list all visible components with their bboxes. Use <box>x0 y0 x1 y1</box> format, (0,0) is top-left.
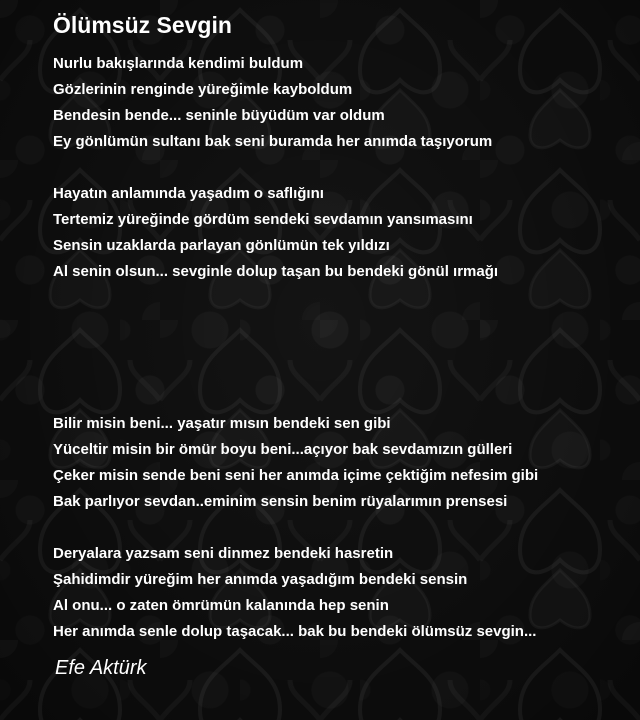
poem-line: Yüceltir misin bir ömür boyu beni...açıyor bak sevdamızın gülleri <box>53 441 513 458</box>
poem-title: Ölümsüz Sevgin <box>53 12 232 38</box>
stanza-2 <box>53 181 498 285</box>
poem-line: Nurlu bakışlarında kendimi buldum <box>53 55 304 72</box>
poem-line: Bilir misin beni... yaşatır mısın bendeki sen gibi <box>53 415 391 432</box>
poem-line: Al onu... o zaten ömrümün kalanında hep senin <box>53 597 389 614</box>
poem-line: Hayatın anlamında yaşadım o saflığını <box>53 185 324 202</box>
stanza-3 <box>53 411 538 515</box>
poem-line: Her anımda senle dolup taşacak... bak bu bendeki ölümsüz sevgin... <box>53 623 537 640</box>
poem-line: Çeker misin sende beni seni her anımda içime çektiğim nefesim gibi <box>53 467 539 484</box>
poem-line: Bendesin bende... seninle büyüdüm var oldum <box>53 107 385 124</box>
poem-line: Tertemiz yüreğinde gördüm sendeki sevdamın yansımasını <box>53 211 473 228</box>
stanza-4 <box>53 541 536 645</box>
stanza-1 <box>53 51 492 155</box>
poem-author: Efe Aktürk <box>55 657 147 679</box>
poem-line: Bak parlıyor sevdan..eminim sensin benim rüyalarımın prensesi <box>53 493 508 510</box>
poem-line: Şahidimdir yüreğim her anımda yaşadığım bendeki sensin <box>53 571 468 588</box>
poem-line: Ey gönlümün sultanı bak seni buramda her anımda taşıyorum <box>53 133 493 150</box>
poem-line: Al senin olsun... sevginle dolup taşan bu bendeki gönül ırmağı <box>53 263 499 280</box>
poem-line: Sensin uzaklarda parlayan gönlümün tek yıldızı <box>53 237 390 254</box>
poem-line: Deryalara yazsam seni dinmez bendeki hasretin <box>53 545 394 562</box>
poem-line: Gözlerinin renginde yüreğimle kayboldum <box>53 81 353 98</box>
